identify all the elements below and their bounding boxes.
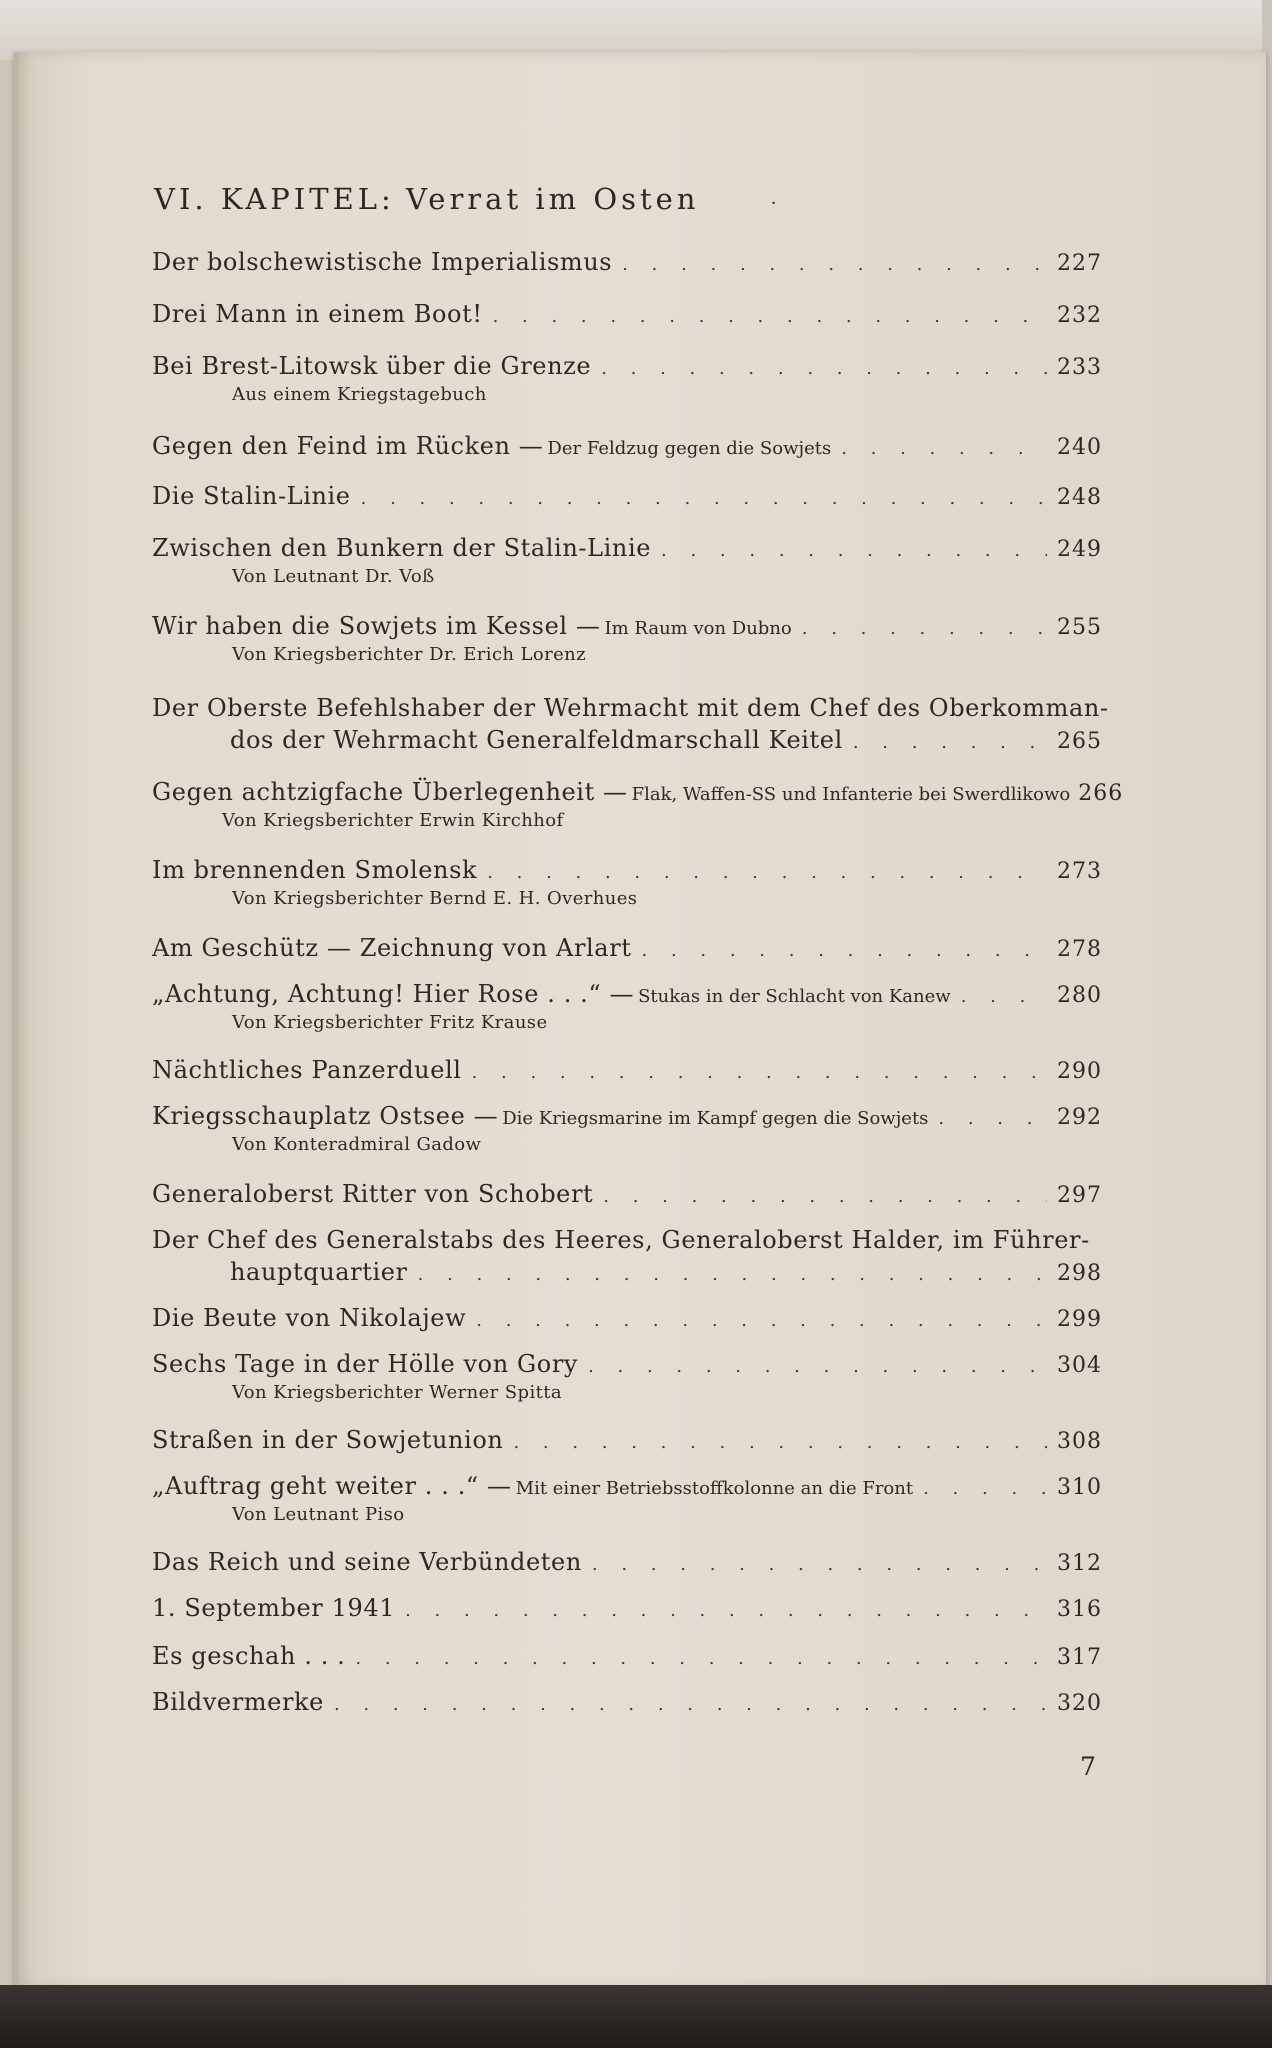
toc-entry bbox=[152, 1304, 1102, 1332]
leader-dots bbox=[923, 1478, 1047, 1499]
entry-subtitle: Flak, Waffen-SS und Infanterie bei Swerdlikowo bbox=[631, 784, 1071, 805]
toc-entry bbox=[152, 612, 1102, 665]
entry-page: 273 bbox=[1057, 859, 1102, 884]
page-number: 7 bbox=[1080, 1752, 1096, 1781]
entry-page: 304 bbox=[1057, 1353, 1102, 1378]
toc-entry bbox=[152, 1102, 1102, 1155]
leader-dots bbox=[938, 1108, 1047, 1129]
entry-page: 317 bbox=[1057, 1645, 1102, 1670]
toc-entry bbox=[152, 482, 1102, 510]
entry-title: Gegen den Feind im Rücken — bbox=[152, 432, 544, 460]
entry-page: 298 bbox=[1057, 1261, 1102, 1286]
leader-dots bbox=[601, 358, 1047, 379]
chapter-label: VI. KAPITEL: bbox=[154, 182, 395, 216]
entry-page: 278 bbox=[1057, 937, 1102, 962]
toc-entry bbox=[152, 1056, 1102, 1084]
leader-dots bbox=[853, 732, 1047, 753]
leader-dots bbox=[361, 488, 1047, 509]
toc-entry bbox=[152, 1226, 1102, 1286]
entry-page: 316 bbox=[1057, 1597, 1102, 1622]
toc-entry bbox=[152, 778, 1124, 831]
entry-page: 255 bbox=[1057, 615, 1102, 640]
entry-author: Von Kriegsberichter Bernd E. H. Overhues bbox=[232, 888, 638, 909]
entry-page: 265 bbox=[1057, 729, 1102, 754]
entry-page: 232 bbox=[1057, 303, 1102, 328]
toc-entry bbox=[152, 1472, 1102, 1525]
leader-dots bbox=[355, 1648, 1047, 1669]
entry-page: 290 bbox=[1057, 1059, 1102, 1084]
entry-author: Von Leutnant Piso bbox=[232, 1504, 405, 1525]
entry-title: „Achtung, Achtung! Hier Rose . . .“ — bbox=[152, 980, 635, 1008]
entry-page: 280 bbox=[1057, 983, 1102, 1008]
toc-entry bbox=[152, 352, 1102, 405]
entry-title: Es geschah . . . bbox=[152, 1642, 346, 1670]
leader-dots bbox=[472, 1062, 1047, 1083]
entry-title: Im brennenden Smolensk bbox=[152, 856, 478, 884]
entry-subtitle: Der Feldzug gegen die Sowjets bbox=[547, 438, 832, 459]
entry-title: „Auftrag geht weiter . . .“ — bbox=[152, 1472, 512, 1500]
entry-title: Am Geschütz — Zeichnung von Arlart bbox=[152, 934, 632, 962]
entry-title: Generaloberst Ritter von Schobert bbox=[152, 1180, 594, 1208]
entry-page: 227 bbox=[1057, 251, 1102, 276]
entry-page: 240 bbox=[1057, 435, 1102, 460]
entry-author: Von Kriegsberichter Dr. Erich Lorenz bbox=[232, 644, 587, 665]
entry-author: Von Konteradmiral Gadow bbox=[232, 1134, 482, 1155]
entry-title: Der Chef des Generalstabs des Heeres, Generaloberst Halder, im Führer- bbox=[152, 1226, 1090, 1254]
toc-entry bbox=[152, 1688, 1102, 1716]
toc-entry bbox=[152, 694, 1109, 754]
entry-author: Von Kriegsberichter Werner Spitta bbox=[232, 1382, 563, 1403]
leader-dots bbox=[418, 1264, 1047, 1285]
leader-dots bbox=[588, 1356, 1047, 1377]
leader-dots bbox=[622, 254, 1047, 275]
entry-title-continued: dos der Wehrmacht Generalfeldmarschall Keitel bbox=[230, 726, 843, 754]
background-bottom bbox=[0, 1985, 1272, 2048]
stray-dot: · bbox=[770, 193, 777, 214]
entry-subtitle: Stukas in der Schlacht von Kanew bbox=[638, 986, 951, 1007]
entry-title: Bei Brest-Litowsk über die Grenze bbox=[152, 352, 592, 380]
entry-title-continued: hauptquartier bbox=[230, 1258, 408, 1286]
entry-title: Nächtliches Panzerduell bbox=[152, 1056, 462, 1084]
leader-dots bbox=[661, 540, 1047, 561]
entry-title: Straßen in der Sowjetunion bbox=[152, 1426, 504, 1454]
toc-entry bbox=[152, 1594, 1102, 1622]
entry-title: Die Beute von Nikolajew bbox=[152, 1304, 467, 1332]
entry-subtitle: Die Kriegsmarine im Kampf gegen die Sowjets bbox=[502, 1108, 929, 1129]
entry-author: Aus einem Kriegstagebuch bbox=[232, 384, 487, 405]
entry-title: Kriegsschauplatz Ostsee — bbox=[152, 1102, 499, 1130]
toc-entry bbox=[152, 300, 1102, 328]
toc-entry bbox=[152, 1180, 1102, 1208]
entry-title: Der bolschewistische Imperialismus bbox=[152, 248, 613, 276]
entry-page: 297 bbox=[1057, 1183, 1102, 1208]
entry-author: Von Kriegsberichter Fritz Krause bbox=[232, 1012, 548, 1033]
leader-dots bbox=[405, 1600, 1047, 1621]
toc-entry bbox=[152, 534, 1102, 587]
leader-dots bbox=[513, 1432, 1047, 1453]
toc-entry bbox=[152, 1548, 1102, 1576]
entry-title: Die Stalin-Linie bbox=[152, 482, 351, 510]
entry-page: 248 bbox=[1057, 485, 1102, 510]
entry-page: 320 bbox=[1057, 1691, 1102, 1716]
entry-subtitle: Im Raum von Dubno bbox=[604, 618, 792, 639]
entry-author: Von Kriegsberichter Erwin Kirchhof bbox=[222, 810, 564, 831]
entry-subtitle: Mit einer Betriebsstoffkolonne an die Front bbox=[515, 1478, 914, 1499]
entry-page: 312 bbox=[1057, 1551, 1102, 1576]
entry-author: Von Leutnant Dr. Voß bbox=[232, 566, 435, 587]
entry-title: Zwischen den Bunkern der Stalin-Linie bbox=[152, 534, 652, 562]
leader-dots bbox=[334, 1694, 1047, 1715]
entry-title: Drei Mann in einem Boot! bbox=[152, 300, 483, 328]
entry-page: 266 bbox=[1078, 781, 1124, 806]
toc-entry bbox=[152, 1642, 1102, 1670]
leader-dots bbox=[603, 1186, 1047, 1207]
leader-dots bbox=[841, 438, 1047, 459]
toc-entry bbox=[152, 248, 1102, 276]
entry-title: Bildvermerke bbox=[152, 1688, 324, 1716]
entry-page: 249 bbox=[1057, 537, 1102, 562]
background-top bbox=[0, 0, 1272, 60]
toc-entry bbox=[152, 980, 1102, 1033]
toc-entry bbox=[152, 1350, 1102, 1403]
toc-entry bbox=[152, 432, 1102, 460]
toc-entry bbox=[152, 856, 1102, 909]
chapter-title: Verrat im Osten bbox=[406, 182, 700, 216]
entry-title: Sechs Tage in der Hölle von Gory bbox=[152, 1350, 579, 1378]
entry-page: 233 bbox=[1057, 355, 1102, 380]
entry-page: 310 bbox=[1057, 1475, 1102, 1500]
toc-entry bbox=[152, 1426, 1102, 1454]
entry-title: Das Reich und seine Verbündeten bbox=[152, 1548, 582, 1576]
leader-dots bbox=[592, 1554, 1047, 1575]
leader-dots bbox=[961, 986, 1047, 1007]
entry-title: Gegen achtzigfache Überlegenheit — bbox=[152, 778, 628, 806]
leader-dots bbox=[802, 618, 1047, 639]
entry-title: Der Oberste Befehlshaber der Wehrmacht mit dem Chef des Oberkomman- bbox=[152, 694, 1109, 722]
entry-page: 308 bbox=[1057, 1429, 1102, 1454]
leader-dots bbox=[493, 306, 1047, 327]
entry-title: Wir haben die Sowjets im Kessel — bbox=[152, 612, 601, 640]
entry-title: 1. September 1941 bbox=[152, 1594, 396, 1622]
chapter-heading bbox=[154, 182, 776, 216]
entry-page: 292 bbox=[1057, 1105, 1102, 1130]
toc-entry bbox=[152, 934, 1102, 962]
leader-dots bbox=[642, 940, 1047, 961]
entry-page: 299 bbox=[1057, 1307, 1102, 1332]
leader-dots bbox=[487, 862, 1047, 883]
leader-dots bbox=[476, 1310, 1047, 1331]
